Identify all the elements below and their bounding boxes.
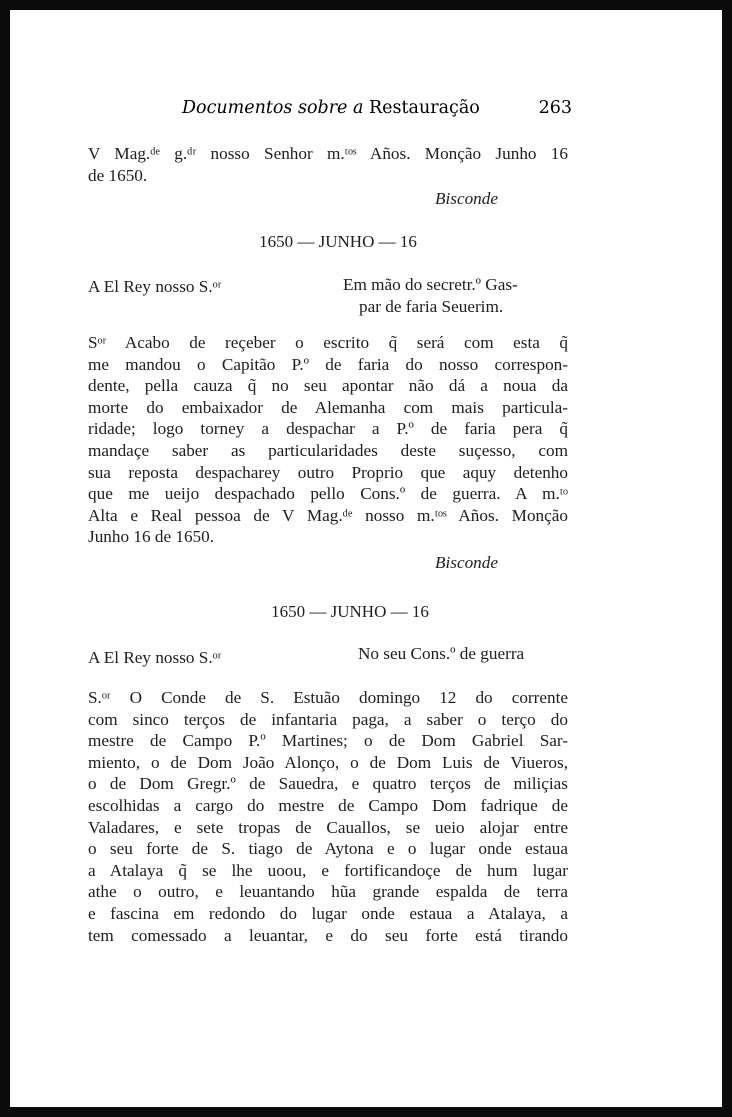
letter3-body-line: miento, o de Dom João Alonço, o de Dom Luis de Viueros, xyxy=(88,752,568,772)
page-number: 263 xyxy=(538,98,572,118)
running-title-roman: Restauração xyxy=(369,98,480,118)
letter3-body-line: a Atalaya q̃ se lhe uoou, e fortificandoçe de hum lugar xyxy=(88,860,568,880)
letter2-address-left: A El Rey nosso S.ᵒʳ xyxy=(88,277,222,296)
letter3-body-line: mestre de Campo P.º Martines; o de Dom Gabriel Sar- xyxy=(88,731,568,751)
running-header xyxy=(182,98,572,122)
letter3-date: 1650 — JUNHO — 16 xyxy=(271,602,429,621)
document-page xyxy=(10,10,722,1107)
letter3-body-line: Valadares, e sete tropas de Cauallos, se ueio alojar entre xyxy=(88,817,568,837)
letter2-body-line: sua reposta despacharey outro Proprio que aquy detenho xyxy=(88,462,568,482)
letter3-body-line: com sinco terços de infantaria paga, a saber o terço do xyxy=(88,709,568,729)
letter3-body xyxy=(88,687,568,946)
letter3-body-line: tem comessado a leuantar, e do seu forte está tirando xyxy=(88,925,568,945)
letter3-body-line: S.ᵒʳ O Conde de S. Estuão domingo 12 do corrente xyxy=(88,688,568,707)
running-title xyxy=(182,98,480,118)
letter2-body-line: Sᵒʳ Acabo de reçeber o escrito q̃ será com esta q̃ xyxy=(88,333,568,352)
address-right-line: par de faria Seuerim. xyxy=(359,297,504,316)
running-title-italic: Documentos sobre a xyxy=(182,98,364,118)
letter2-address-right xyxy=(343,274,518,318)
letter2-signature: Bisconde xyxy=(434,552,498,572)
letter2-body-line: Junho 16 de 1650. xyxy=(88,527,215,547)
letter2-body-line: mandaçe saber as particularidades deste suçesso, com xyxy=(88,440,568,460)
letter3-address-right: No seu Cons.º de guerra xyxy=(358,644,525,663)
letter2-body-line: ridade; logo torney a despachar a P.º de faria pera q̃ xyxy=(88,419,568,439)
letter2-body-line: dente, pella cauza q̃ no seu apontar não dá a noua da xyxy=(88,376,568,396)
letter1-line: de 1650. xyxy=(88,165,148,185)
address-right-line: Em mão do secretr.º Gas- xyxy=(343,275,518,294)
letter2-body-line: que me ueijo despachado pello Cons.º de guerra. A m.ᵗᵒ xyxy=(88,484,568,504)
letter3-body-line: athe o outro, e leuantando hũa grande espalda de terra xyxy=(88,882,568,902)
letter2-body xyxy=(88,332,568,574)
letter3-body-line: o de Dom Gregr.º de Sauedra, e quatro terços de miliçias xyxy=(88,774,568,794)
letter1-signature: Bisconde xyxy=(434,189,498,209)
letter3-body-line: escolhidas a cargo do mestre de Campo Dom fadrique de xyxy=(88,795,568,815)
letter3-address-left: A El Rey nosso S.ᵒʳ xyxy=(88,648,222,667)
letter2-body-line: me mandou o Capitão P.º de faria do nosso correspon- xyxy=(88,354,568,374)
letter2-body-line: Alta e Real pessoa de V Mag.ᵈᵉ nosso m.ᵗᵒˢ Años. Monção xyxy=(88,505,568,525)
letter2-date: 1650 — JUNHO — 16 xyxy=(259,232,417,251)
letter3-body-line: e fascina em redondo do lugar onde estaua a Atalaya, a xyxy=(88,903,568,923)
letter3-body-line: o seu forte de S. tiago de Aytona e o lugar onde estaua xyxy=(88,839,568,859)
letter1-closing xyxy=(88,143,568,210)
letter1-line: V Mag.ᵈᵉ g.ᵈʳ nosso Senhor m.ᵗᵒˢ Años. Monção Junho 16 xyxy=(88,144,568,163)
letter2-body-line: morte do embaixador de Alemanha com mais particula- xyxy=(88,397,568,417)
